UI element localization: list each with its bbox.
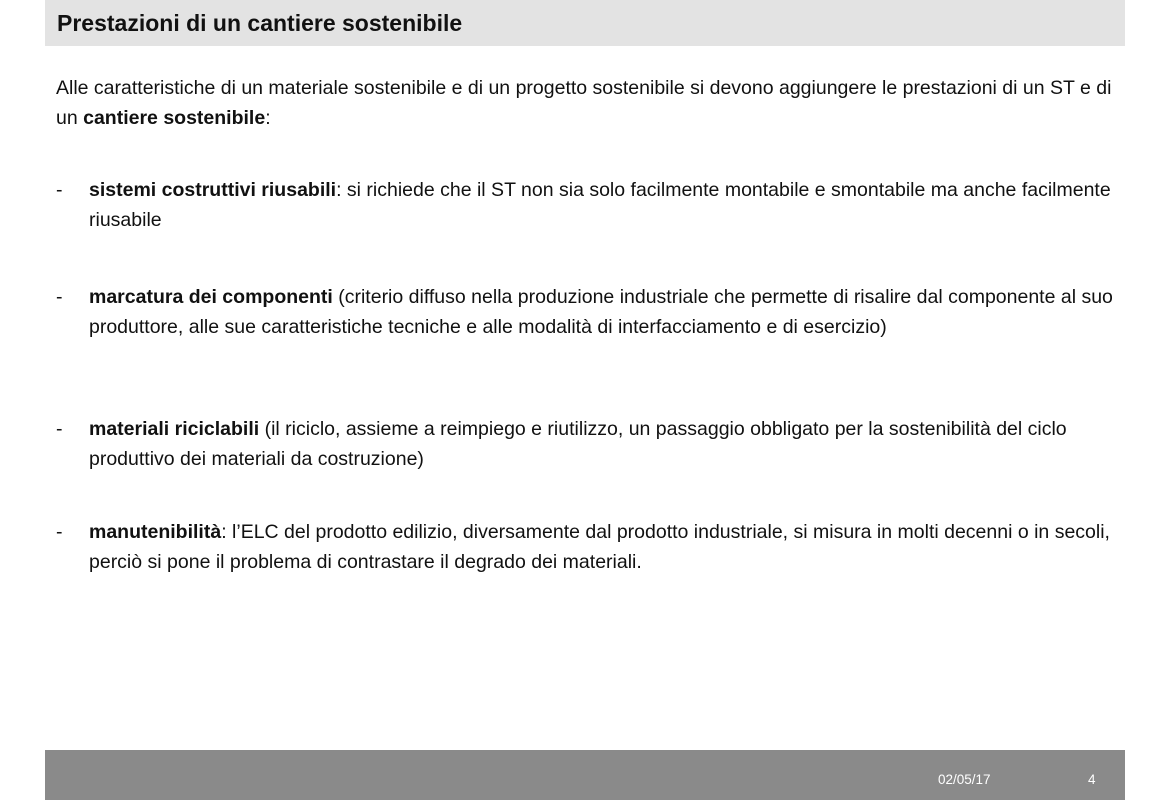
bullet-text	[89, 414, 1122, 474]
bullet-dash: -	[56, 179, 63, 201]
bullet-term: materiali riciclabili	[89, 418, 260, 440]
intro-text-end: :	[265, 107, 271, 129]
footer-date: 02/05/17	[938, 772, 991, 787]
slide-title: Prestazioni di un cantiere sostenibile	[57, 10, 463, 36]
bullet-term: manutenibilità	[89, 521, 222, 543]
bullet-term: marcatura dei componenti	[89, 286, 333, 308]
intro-paragraph	[56, 73, 1116, 133]
bullet-dash: -	[56, 286, 63, 308]
bullet-description: : si richiede che il ST non sia solo facilmente montabile e smontabile ma anche facilmente riusabile	[89, 179, 1111, 231]
bullet-description: : l’ELC del prodotto edilizio, diversamente dal prodotto industriale, si misura in molti decenni o in secoli, perciò si pone il problema di contrastare il degrado dei materiali.	[89, 521, 1110, 573]
bullet-text	[89, 282, 1122, 342]
bullet-dash: -	[56, 418, 63, 440]
bullet-text	[89, 175, 1122, 235]
bullet-text	[89, 517, 1122, 577]
bullet-term: sistemi costruttivi riusabili	[89, 179, 337, 201]
title-bar	[45, 0, 1125, 46]
intro-bold-text: cantiere sostenibile	[83, 107, 266, 129]
intro-text: Alle caratteristiche di un materiale sostenibile e di un progetto sostenibile si devono aggiungere le prestazioni di un ST e di un	[56, 77, 1112, 129]
bullet-dash: -	[56, 521, 63, 543]
bullet-description: (criterio diffuso nella produzione industriale che permette di risalire dal componente al suo produttore, alle sue caratteristiche tecniche e alle modalità di interfacciamento e di esercizio)	[89, 286, 1113, 338]
bullet-description: (il riciclo, assieme a reimpiego e riutilizzo, un passaggio obbligato per la sostenibilità del ciclo produttivo dei materiali da costruzione)	[89, 418, 1067, 470]
page-number: 4	[1088, 772, 1096, 787]
footer-bar	[45, 750, 1125, 800]
